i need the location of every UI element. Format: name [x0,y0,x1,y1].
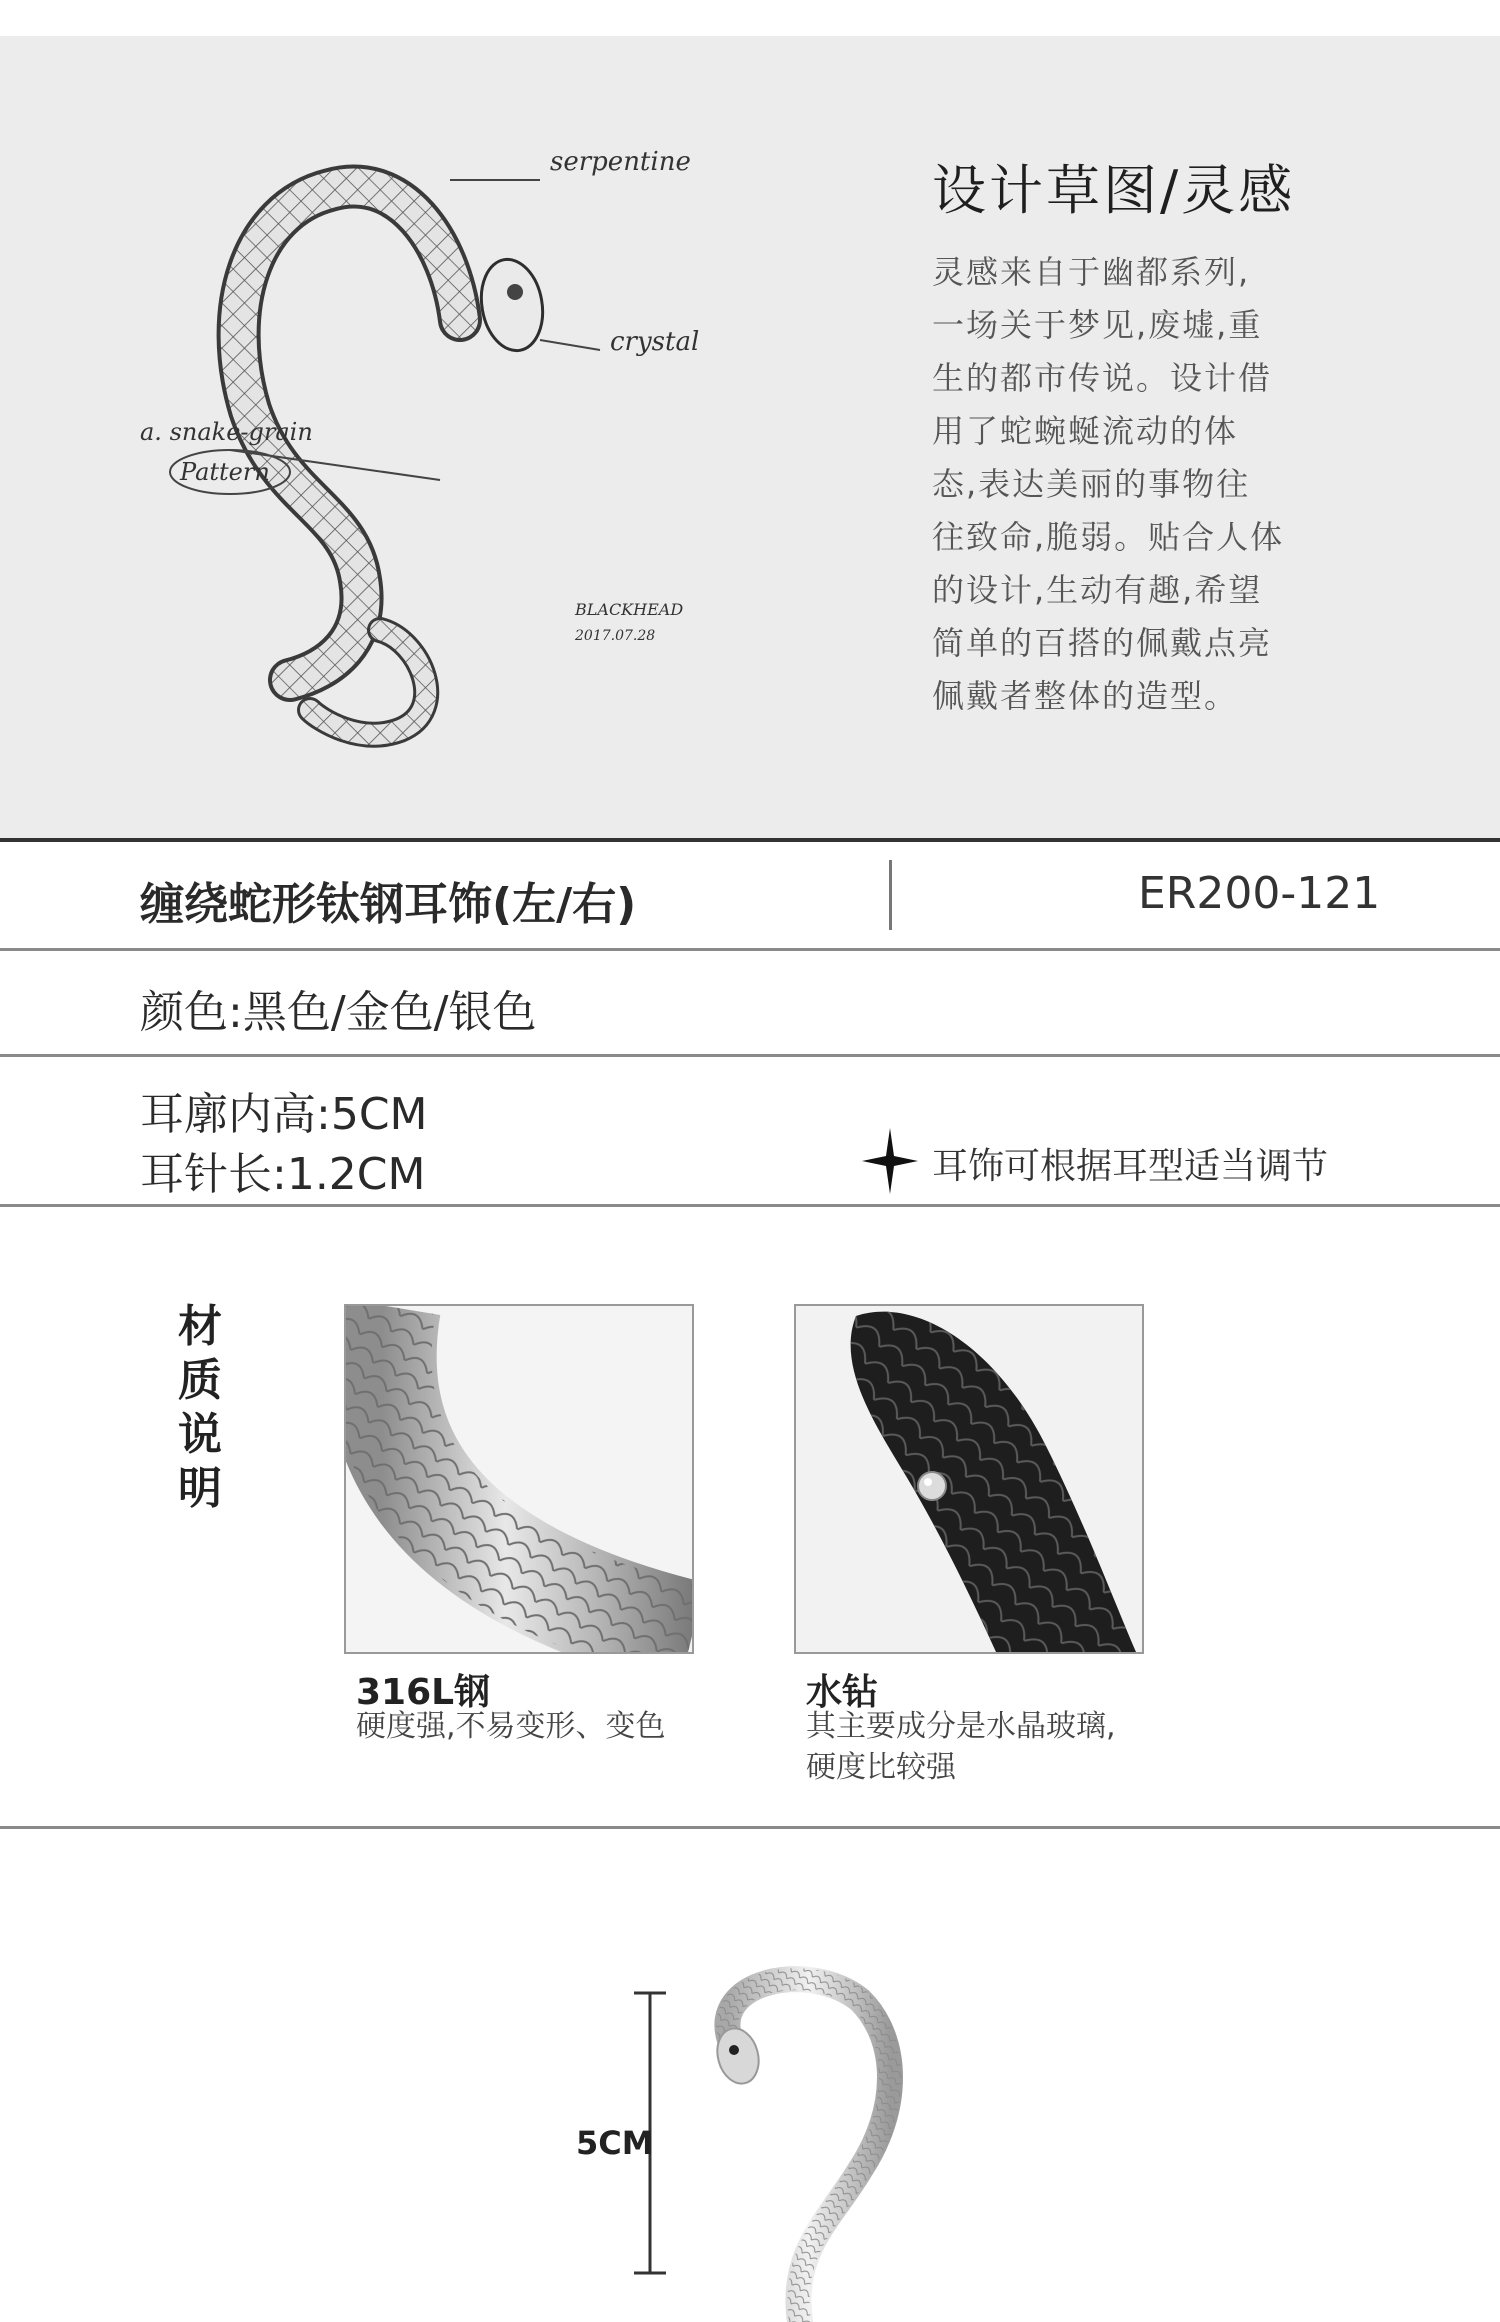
sparkle-icon [862,1128,918,1194]
rhinestone-material-photo [794,1304,1144,1654]
divider [0,1054,1500,1057]
divider [0,838,1500,842]
materials-label [170,1300,230,1516]
sketch-label-crystal: crystal [610,327,700,357]
materials-label-char: 明 [178,1463,222,1514]
steel-material-desc: 硬度强,不易变形、变色 [356,1709,666,1744]
sketch-label-serpentine: serpentine [550,147,691,177]
materials-label-char: 说 [178,1409,222,1460]
design-title: 设计草图/灵感 [932,159,1296,222]
steel-material-photo [344,1304,694,1654]
column-divider [889,860,892,930]
sketch-label-pattern: Pattern [180,458,270,486]
dimension-label: 5CM [576,2124,654,2162]
rhinestone-desc-line: 其主要成分是水晶玻璃, [806,1709,1116,1744]
snake-sketch-illustration [120,110,780,750]
sketch-label-snake-grain: a. snake-grain [140,418,313,446]
materials-label-char: 材 [178,1301,222,1352]
design-description [932,246,1292,723]
divider [0,1204,1500,1207]
ear-height-spec: 耳廓内高:5CM [140,1089,428,1140]
design-line: 一场关于梦见,废墟,重 [932,306,1263,344]
product-name: 缠绕蛇形钛钢耳饰(左/右) [140,879,637,930]
adjustable-note: 耳饰可根据耳型适当调节 [932,1146,1329,1187]
design-line: 简单的百搭的佩戴点亮 [932,624,1273,662]
design-line: 的设计,生动有趣,希望 [932,571,1263,609]
earring-product-image [690,1960,950,2322]
divider [0,1826,1500,1829]
rhinestone-material-name: 水钻 [806,1672,879,1713]
pin-length-spec: 耳针长:1.2CM [140,1149,426,1200]
product-sku: ER200-121 [1138,868,1381,919]
steel-material-name: 316L钢 [356,1672,491,1713]
sketch-signature: BLACKHEAD [575,600,684,619]
design-line: 佩戴者整体的造型。 [932,677,1239,715]
rhinestone-desc-line: 硬度比较强 [806,1750,956,1785]
design-line: 灵感来自于幽都系列, [932,253,1251,291]
color-options: 颜色:黑色/金色/银色 [140,987,537,1038]
snake-head-sketch [474,254,549,355]
design-line: 生的都市传说。设计借 [932,359,1273,397]
divider [0,948,1500,951]
sketch-date: 2017.07.28 [575,628,656,644]
design-line: 用了蛇蜿蜒流动的体 [932,412,1239,450]
materials-label-char: 质 [178,1355,222,1406]
rhinestone-material-desc [806,1706,1116,1788]
design-line: 往致命,脆弱。贴合人体 [932,518,1285,556]
design-line: 态,表达美丽的事物往 [932,465,1251,503]
